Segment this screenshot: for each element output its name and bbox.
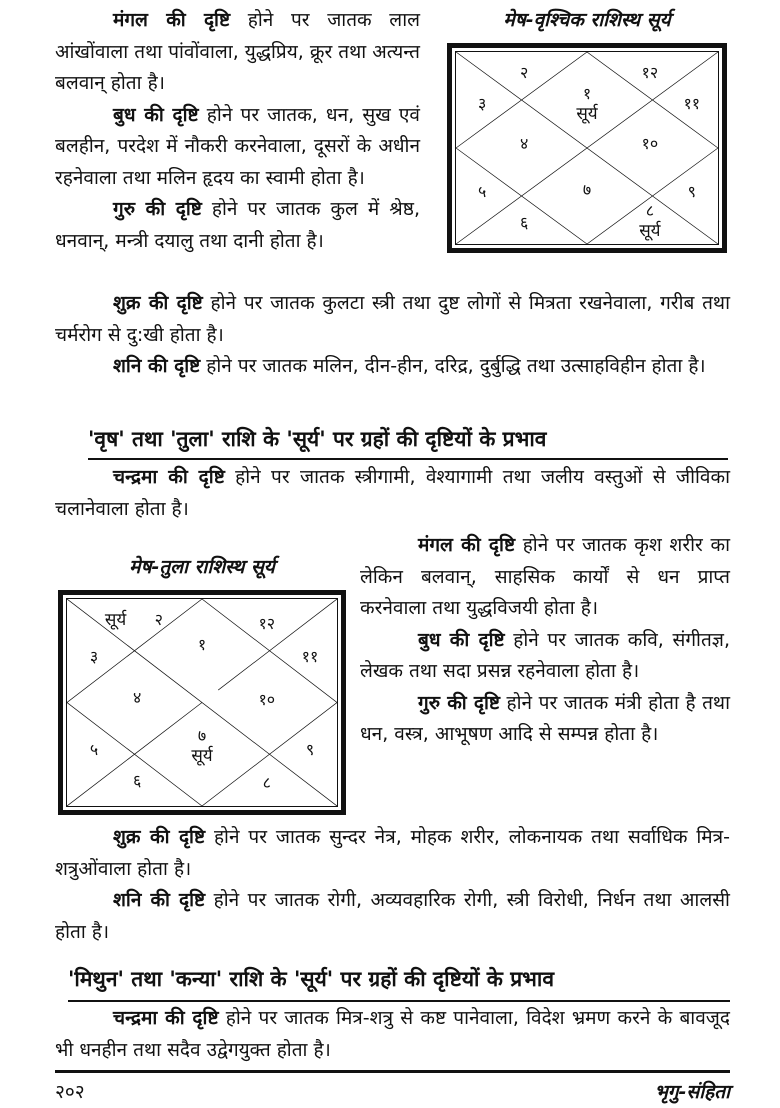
house-number: ५	[89, 740, 99, 760]
house-number: ३	[89, 646, 99, 666]
chart1-house-7	[583, 180, 591, 200]
para-budh-2: बुध की दृष्टि होने पर जातक कवि, संगीतज्ञ, लेखक तथा सदा प्रसन्न रहनेवाला होता है।	[360, 628, 730, 682]
para-guru-2: गुरु की दृष्टि होने पर जातक मंत्री होता है तथा धन, वस्त्र, आभूषण आदि से सम्पन्न होता है।	[360, 691, 730, 745]
house-number: ६	[133, 771, 142, 791]
chart1-house-12	[642, 63, 659, 83]
chart2-lines	[67, 599, 337, 806]
planet-label: सूर्य	[576, 103, 598, 124]
house-number: ३	[478, 93, 487, 113]
house-number: ७	[197, 725, 207, 745]
section2-side-text	[360, 530, 730, 751]
chart2-house-1	[198, 635, 206, 655]
section1-text	[55, 5, 420, 257]
chart2-house-11	[302, 647, 319, 667]
chart2-house-12	[258, 614, 275, 634]
section2-intro: चन्द्रमा की दृष्टि होने पर जातक स्त्रीगामी, वेश्यागामी तथा जलीय वस्तुओं से जीविका चलानेवाला होता है।	[55, 466, 730, 520]
chart1-house-2	[520, 63, 528, 83]
house-number: ५	[478, 182, 487, 202]
house-number: ९	[305, 740, 315, 760]
chart2-inner-border	[66, 598, 338, 807]
chart1-house-10	[642, 134, 659, 154]
chart1-house-6	[520, 213, 528, 233]
chart2-house2-planet: सूर्य	[104, 609, 127, 630]
chart1-title: मेष-वृश्चिक राशिस्थ सूर्य	[503, 9, 671, 31]
chart1-house-4	[520, 134, 528, 154]
chart1-house-8	[639, 201, 660, 241]
house-number: १	[197, 634, 207, 654]
page-number: २०२	[55, 1081, 85, 1103]
para-guru-1: गुरु की दृष्टि होने पर जातक कुल में श्रेष्ठ, धनवान्, मन्त्री दयालु तथा दानी होता है।	[55, 198, 420, 252]
section3-heading: 'मिथुन' तथा 'कन्या' राशि के 'सूर्य' पर ग्रहों की दृष्टियों के प्रभाव	[68, 967, 555, 991]
book-title: भृगु-संहिता	[654, 1081, 730, 1103]
chart1-inner-border	[455, 51, 719, 245]
house-number: ८	[262, 773, 271, 793]
house-number: ८	[645, 200, 655, 220]
chart2-house-6	[133, 771, 141, 791]
section3-heading-rule	[68, 1000, 730, 1002]
chart1-house-9	[688, 182, 696, 202]
planet-label: सूर्य	[191, 745, 213, 766]
house-number: ११	[683, 93, 701, 113]
para-mangal-1: मंगल की दृष्टि होने पर जातक लाल आंखोंवाला तथा पांवोंवाला, युद्धप्रिय, क्रूर तथा अत्यन्त बलवान् होता है।	[55, 9, 420, 94]
house-number: २	[519, 63, 529, 83]
house-number: ६	[519, 212, 529, 232]
house-number: ९	[687, 182, 696, 202]
house-number: १०	[641, 134, 659, 154]
section2-fullwidth	[55, 822, 730, 948]
chart2-kundali	[58, 590, 346, 815]
planet-label: सूर्य	[639, 220, 661, 241]
para-shani-1: शनि की दृष्टि होने पर जातक मलिन, दीन-हीन, दरिद्र, दुर्बुद्धि तथा उत्साहविहीन होता है।	[113, 355, 706, 377]
section2-heading-rule	[88, 458, 728, 460]
chart2-house-8	[263, 773, 271, 793]
section2-heading: 'वृष' तथा 'तुला' राशि के 'सूर्य' पर ग्रहों की दृष्टियों के प्रभाव	[88, 427, 547, 451]
house-number: २	[154, 609, 163, 629]
house-number: १२	[641, 63, 659, 83]
chart2-house-4	[133, 688, 141, 708]
house-number: १०	[258, 690, 276, 710]
chart1-house-5	[478, 182, 486, 202]
chart2-house-5	[90, 740, 98, 760]
house-number: १२	[258, 613, 276, 633]
chart2-house-3	[90, 647, 98, 667]
para-shukra-2: शुक्र की दृष्टि होने पर जातक सुन्दर नेत्र, मोहक शरीर, लोकनायक तथा सर्वाधिक मित्र-शत्रुओंवाला होता है।	[55, 826, 730, 880]
para-shukra-1: शुक्र की दृष्टि होने पर जातक कुलटा स्त्री तथा दुष्ट लोगों से मित्रता रखनेवाला, गरीब तथा चर्मरोग से दु:खी होता है।	[55, 292, 730, 346]
chart1-house-1	[576, 84, 597, 124]
house-number: ४	[133, 688, 142, 708]
chart1-kundali	[447, 43, 727, 253]
house-number: १	[582, 83, 592, 103]
section1-fullwidth	[55, 288, 730, 383]
chart2-house-10	[258, 690, 275, 710]
house-number: ४	[519, 134, 529, 154]
para-shani-2: शनि की दृष्टि होने पर जातक रोगी, अव्यवहारिक रोगी, स्त्री विरोधी, निर्धन तथा आलसी होता है।	[55, 889, 730, 943]
chart1-house-11	[683, 94, 700, 114]
para-mangal-2: मंगल की दृष्टि होने पर जातक कृश शरीर का लेकिन बलवान्, साहसिक कार्यों से धन प्राप्त करनेवाला तथा युद्धविजयी होता है।	[360, 534, 730, 619]
chart2-title: मेष-तुला राशिस्थ सूर्य	[129, 556, 275, 578]
para-budh-1: बुध की दृष्टि होने पर जातक, धन, सुख एवं बलहीन, परदेश में नौकरी करनेवाला, दूसरों के अधीन रहनेवाला तथा मलिन हृदय का स्वामी होता है।	[55, 103, 420, 189]
chart1-lines	[456, 52, 718, 244]
footer-rule	[55, 1070, 730, 1073]
chart2-house-9	[306, 740, 314, 760]
house-number: ११	[301, 646, 319, 666]
section3-intro: चन्द्रमा की दृष्टि होने पर जातक मित्र-शत्रु से कष्ट पानेवाला, विदेश भ्रमण करने के बावजूद भी धनहीन तथा सदैव उद्वेगयुक्त होता है।	[55, 1007, 730, 1061]
chart1-house-3	[478, 94, 486, 114]
chart2-house-2	[155, 610, 163, 630]
chart2-house-7	[191, 726, 212, 766]
house-number: ७	[582, 180, 592, 200]
